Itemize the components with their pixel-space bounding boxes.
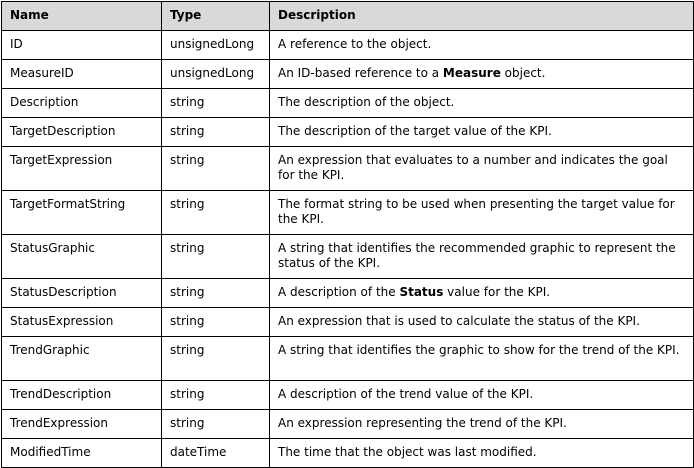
cell-type: string: [162, 235, 270, 279]
desc-text: The description of the object.: [278, 95, 455, 109]
table-header: [2, 2, 694, 31]
desc-text: value for the KPI.: [443, 285, 551, 299]
table-row: [2, 191, 694, 235]
cell-name: MeasureID: [2, 60, 162, 89]
desc-text: An expression representing the trend of the KPI.: [278, 416, 567, 430]
cell-name: TargetDescription: [2, 118, 162, 147]
cell-description: [270, 147, 694, 191]
cell-type: string: [162, 89, 270, 118]
cell-name: TrendGraphic: [2, 337, 162, 381]
cell-type: dateTime: [162, 439, 270, 468]
cell-type: unsignedLong: [162, 31, 270, 60]
cell-name: TrendDescription: [2, 381, 162, 410]
table-row: [2, 60, 694, 89]
cell-name: TargetFormatString: [2, 191, 162, 235]
cell-name: StatusExpression: [2, 308, 162, 337]
table-row: [2, 439, 694, 468]
desc-text: An expression that evaluates to a number and indicates the goal for the KPI.: [278, 153, 668, 182]
table-row: [2, 410, 694, 439]
cell-name: StatusDescription: [2, 279, 162, 308]
desc-emphasis: Status: [399, 285, 444, 299]
cell-type: string: [162, 279, 270, 308]
desc-text: An expression that is used to calculate the status of the KPI.: [278, 314, 640, 328]
cell-name: TargetExpression: [2, 147, 162, 191]
cell-description: [270, 31, 694, 60]
desc-text: The time that the object was last modified.: [278, 445, 537, 459]
cell-type: string: [162, 118, 270, 147]
cell-type: unsignedLong: [162, 60, 270, 89]
table-row: [2, 89, 694, 118]
desc-text: object.: [500, 66, 546, 80]
table-row: [2, 31, 694, 60]
table-row: [2, 381, 694, 410]
cell-name: StatusGraphic: [2, 235, 162, 279]
cell-name: ID: [2, 31, 162, 60]
cell-type: string: [162, 191, 270, 235]
table-row: [2, 147, 694, 191]
cell-type: string: [162, 308, 270, 337]
cell-description: [270, 337, 694, 381]
desc-text: The description of the target value of the KPI.: [278, 124, 552, 138]
table-body: [2, 31, 694, 468]
desc-text: A description of the: [278, 285, 400, 299]
cell-description: [270, 308, 694, 337]
header-description: Description: [270, 2, 694, 31]
cell-description: [270, 60, 694, 89]
cell-description: [270, 410, 694, 439]
header-type: Type: [162, 2, 270, 31]
desc-emphasis: Measure: [442, 66, 501, 80]
desc-text: A reference to the object.: [278, 37, 432, 51]
cell-description: [270, 279, 694, 308]
cell-description: [270, 118, 694, 147]
desc-text: A string that identifies the recommended graphic to represent the status of the KPI.: [278, 241, 676, 270]
cell-name: TrendExpression: [2, 410, 162, 439]
table-row: [2, 235, 694, 279]
cell-type: string: [162, 381, 270, 410]
cell-description: [270, 235, 694, 279]
cell-type: string: [162, 337, 270, 381]
cell-name: ModifiedTime: [2, 439, 162, 468]
desc-text: A string that identifies the graphic to show for the trend of the KPI.: [278, 343, 680, 357]
desc-text: The format string to be used when presenting the target value for the KPI.: [278, 197, 675, 226]
desc-text: A description of the trend value of the KPI.: [278, 387, 534, 401]
header-row: [2, 2, 694, 31]
cell-type: string: [162, 410, 270, 439]
cell-description: [270, 191, 694, 235]
cell-description: [270, 381, 694, 410]
table-row: [2, 308, 694, 337]
cell-description: [270, 439, 694, 468]
properties-table: [1, 1, 694, 468]
table-row: [2, 118, 694, 147]
cell-name: Description: [2, 89, 162, 118]
header-name: Name: [2, 2, 162, 31]
table-row: [2, 337, 694, 381]
cell-type: string: [162, 147, 270, 191]
cell-description: [270, 89, 694, 118]
desc-text: An ID-based reference to a: [278, 66, 443, 80]
table-row: [2, 279, 694, 308]
